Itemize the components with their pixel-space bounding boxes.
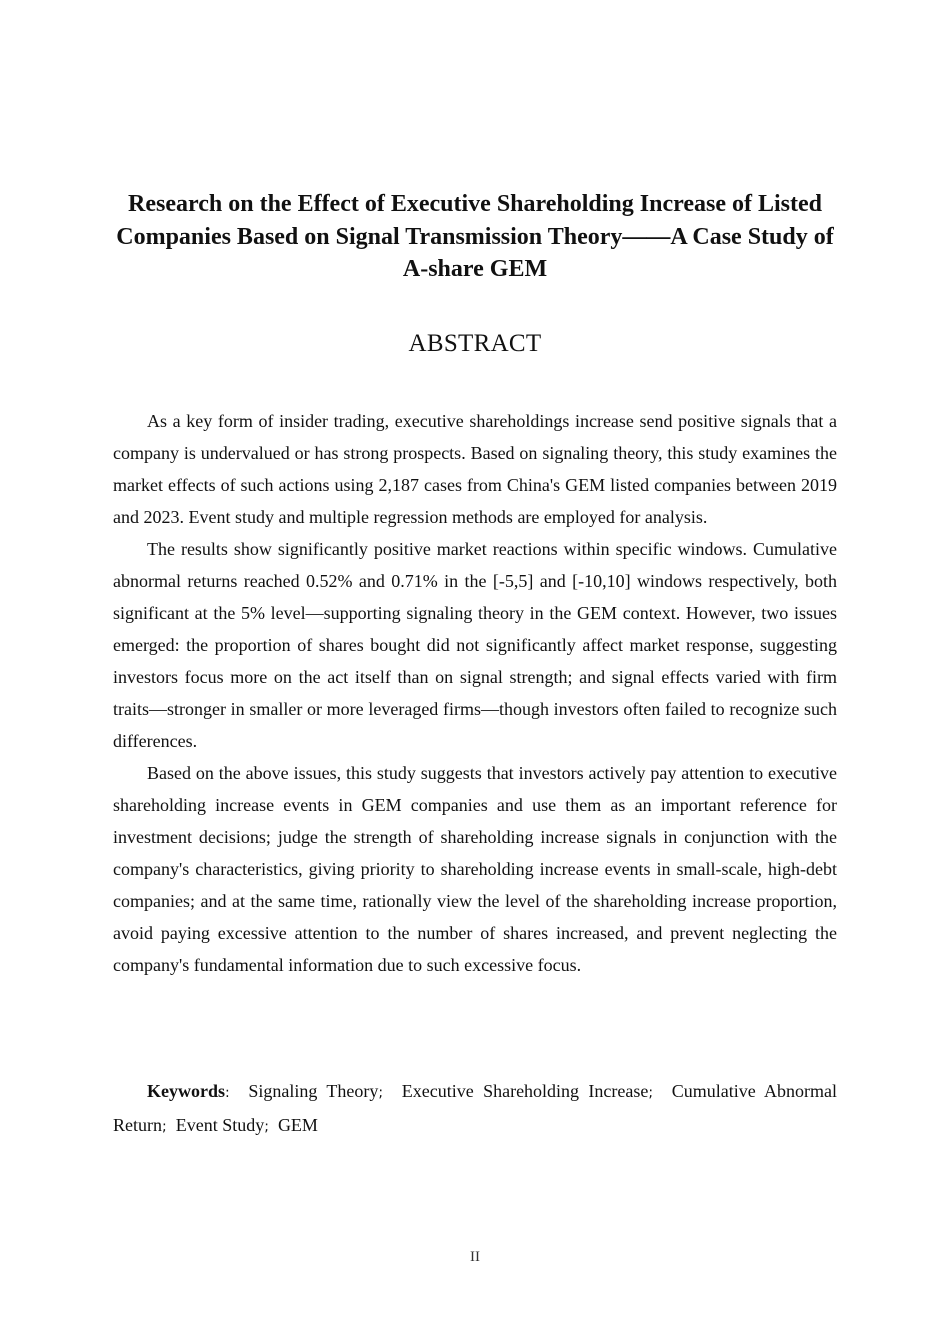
keyword: Signaling Theory	[248, 1081, 379, 1101]
keywords-line	[113, 1075, 837, 1143]
page-number: II	[470, 1249, 480, 1265]
keyword-separator: ;	[648, 1085, 654, 1101]
abstract-heading: ABSTRACT	[408, 330, 542, 357]
keyword: Executive Shareholding Increase	[401, 1081, 649, 1101]
keyword-separator: ;	[378, 1085, 384, 1101]
paper-title: Research on the Effect of Executive Shareholding Increase of Listed Companies Based on Signal Transmission Theory——A Case Study of A-share GEM	[116, 191, 834, 282]
keyword-separator: ;	[264, 1119, 269, 1135]
abstract-paragraph: As a key form of insider trading, executive shareholdings increase send positive signals that a company is undervalued or has strong prospects. Based on signaling theory, this study examines the market effects of such actions using 2,187 cases from China's GEM listed companies between 2019 and 2023. Event study and multiple regression methods are employed for analysis.	[113, 411, 837, 527]
abstract-paragraph: The results show significantly positive market reactions within specific windows. Cumulative abnormal returns reached 0.52% and 0.71% in the [-5,5] and [-10,10] windows respectively, both significant at the 5% level—supporting signaling theory in the GEM context. However, two issues emerged: the proportion of shares bought did not significantly affect market response, suggesting investors focus more on the act itself than on signal strength; and signal effects varied with firm traits—stronger in smaller or more leveraged firms—though investors often failed to recognize such differences.	[113, 539, 837, 751]
abstract-body	[113, 405, 837, 981]
keyword-separator: ;	[162, 1119, 167, 1135]
keyword: Event Study	[175, 1115, 265, 1135]
keyword: GEM	[277, 1115, 318, 1135]
keywords-label: Keywords	[147, 1081, 225, 1101]
keyword: Cumulative Abnormal Return	[113, 1081, 838, 1135]
abstract-paragraph: Based on the above issues, this study suggests that investors actively pay attention to executive shareholding increase events in GEM companies and use them as an important reference for investment decisions; judge the strength of shareholding increase signals in conjunction with the company's characteristics, giving priority to shareholding increase events in small-scale, high-debt companies; and at the same time, rationally view the level of the shareholding increase proportion, avoid paying excessive attention to the number of shares increased, and prevent neglecting the company's fundamental information due to such excessive focus.	[113, 763, 837, 975]
keywords-colon: :	[225, 1085, 230, 1101]
